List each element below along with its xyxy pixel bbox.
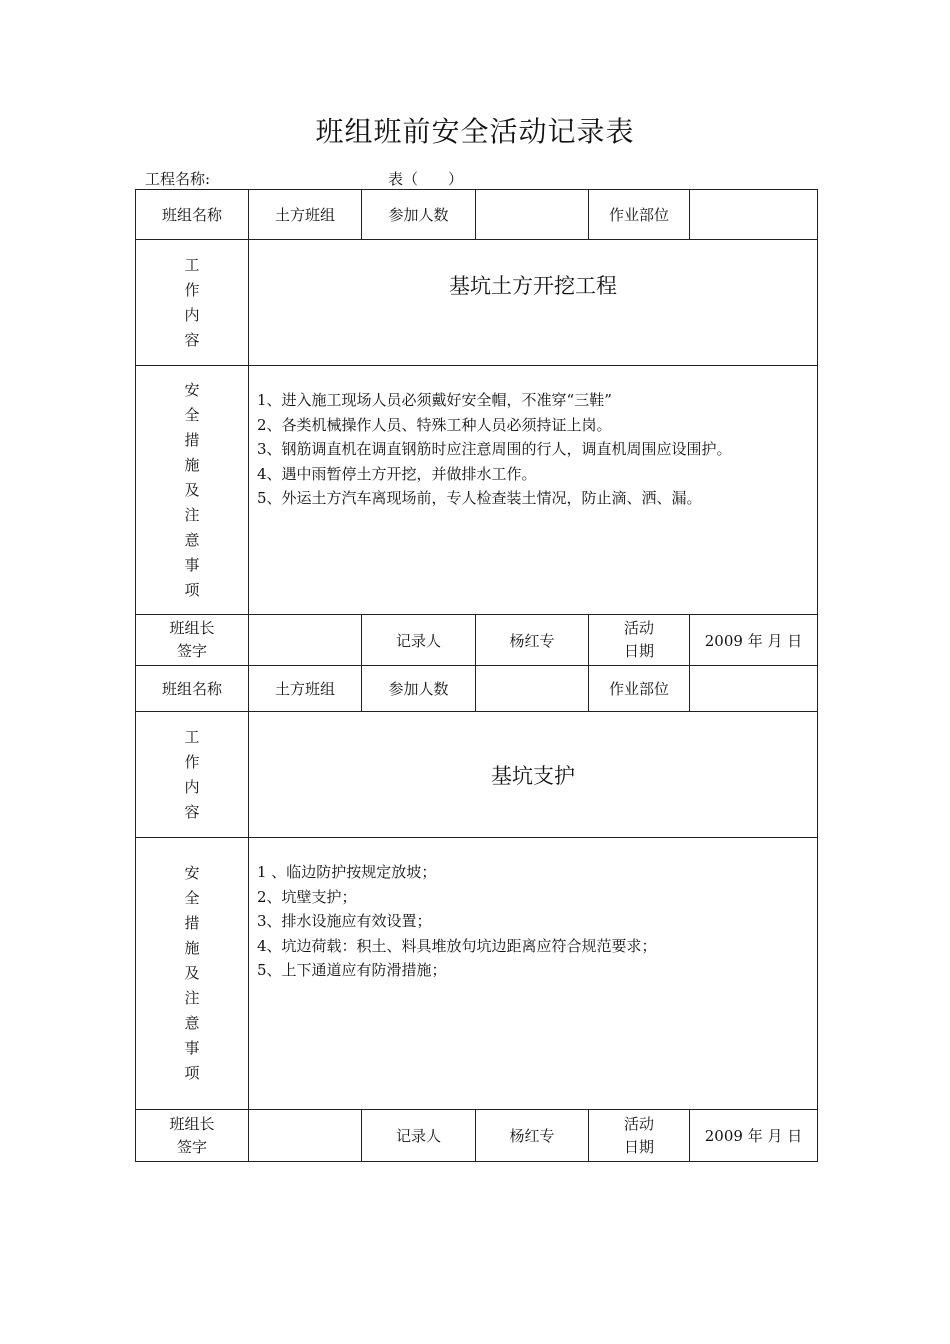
activity-date-value: 2009 年 月 日 [690,1110,818,1162]
participants-value [476,666,589,712]
activity-date-value: 2009 年 月 日 [690,615,818,666]
leader-signature-label: 班组长 签字 [136,615,249,666]
team-name-label: 班组名称 [136,190,249,240]
project-name-label: 工程名称: [145,170,211,188]
participants-value [476,190,589,240]
leader-signature-label: 班组长 签字 [136,1110,249,1162]
activity-date-label: 活动 日期 [589,615,690,666]
measure-item: 2、坑壁支护； [257,887,357,906]
measure-item: 1 、临边防护按规定放坡； [257,863,437,881]
measure-item: 3、钢筋调直机在调直钢筋时应注意周围的行人，调直机周围应设围护。 [257,440,732,458]
record-1-content-row [136,240,818,366]
safety-measures-label: 安 全 措 施 及 注 意 事 项 [136,366,249,615]
work-location-value [690,190,818,240]
participants-label: 参加人数 [362,190,476,240]
measure-item: 4、坑边荷载：积土、料具堆放句坑边距离应符合规范要求； [257,936,657,955]
record-1-info-row [136,190,818,240]
measure-item: 2、各类机械操作人员、特殊工种人员必须持证上岗。 [257,415,612,434]
recorder-label: 记录人 [362,1110,476,1162]
measure-item: 1、进入施工现场人员必须戴好安全帽，不准穿“三鞋” [257,391,612,409]
record-2-signature-row [136,1110,818,1162]
team-name-value: 土方班组 [249,190,362,240]
work-content-label: 工 作 内 容 [136,712,249,838]
record-2-content-row [136,712,818,838]
page-title: 班组班前安全活动记录表 [315,115,635,148]
work-content-value: 基坑土方开挖工程 [249,240,818,366]
measure-item: 5、上下通道应有防滑措施； [257,961,447,979]
work-content-label: 工 作 内 容 [136,240,249,366]
recorder-label: 记录人 [362,615,476,666]
leader-signature-value [249,615,362,666]
record-1-measures-row [136,366,818,615]
record-1-signature-row [136,615,818,666]
form-number-label: 表（ ） [388,170,464,188]
activity-date-label: 活动 日期 [589,1110,690,1162]
team-name-label: 班组名称 [136,666,249,712]
work-content-value: 基坑支护 [249,712,818,838]
safety-measures-list [249,838,818,1110]
recorder-value: 杨红专 [476,615,589,666]
record-2-measures-row [136,838,818,1110]
recorder-value: 杨红专 [476,1110,589,1162]
safety-measures-list [249,366,818,615]
work-location-value [690,666,818,712]
record-2-info-row [136,666,818,712]
participants-label: 参加人数 [362,666,476,712]
measure-item: 5、外运土方汽车离现场前，专人检查装土情况，防止滴、洒、漏。 [257,489,702,507]
work-location-label: 作业部位 [589,190,690,240]
measure-item: 4、遇中雨暂停土方开挖，并做排水工作。 [257,464,537,483]
record-table [135,189,818,1162]
measure-item: 3、排水设施应有效设置； [257,912,432,930]
work-location-label: 作业部位 [589,666,690,712]
leader-signature-value [249,1110,362,1162]
team-name-value: 土方班组 [249,666,362,712]
safety-measures-label: 安 全 措 施 及 注 意 事 项 [136,838,249,1110]
